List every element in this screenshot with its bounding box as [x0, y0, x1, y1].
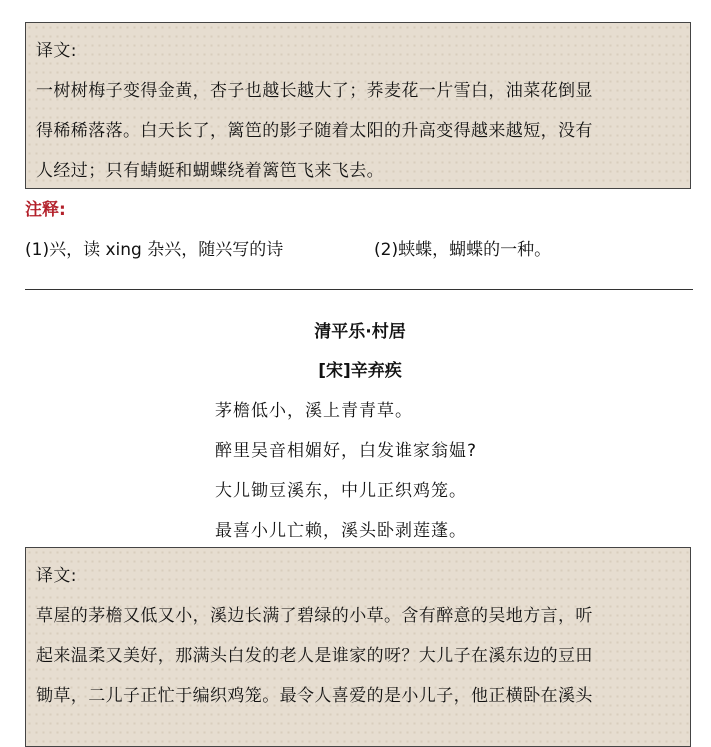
translation-label: 译文:	[36, 566, 77, 586]
translation-line: 得稀稀落落。白天长了，篱笆的影子随着太阳的升高变得越来越短，没有	[36, 121, 593, 141]
note-1: (1)兴，读 xing 杂兴，随兴写的诗	[25, 240, 284, 260]
poem-title: 清平乐·村居	[314, 322, 406, 342]
translation-line: 人经过；只有蜻蜓和蝴蝶绕着篱笆飞来飞去。	[36, 161, 384, 181]
translation-label: 译文:	[36, 41, 77, 61]
divider	[25, 289, 693, 290]
translation-box-2	[25, 547, 691, 747]
poem-line: 醉里吴音相媚好，白发谁家翁媪?	[215, 441, 478, 461]
poem-line: 最喜小儿亡赖，溪头卧剥莲蓬。	[215, 521, 467, 541]
translation-line: 草屋的茅檐又低又小，溪边长满了碧绿的小草。含有醉意的吴地方言，听	[36, 606, 593, 626]
poem-author: [宋]辛弃疾	[318, 361, 402, 381]
notes-heading: 注释:	[25, 200, 66, 220]
translation-line: 一树树梅子变得金黄，杏子也越长越大了；荞麦花一片雪白，油菜花倒显	[36, 81, 593, 101]
poem-line: 大儿锄豆溪东，中儿正织鸡笼。	[215, 481, 467, 501]
poem-line: 茅檐低小，溪上青青草。	[215, 401, 413, 421]
translation-box-1	[25, 22, 691, 189]
note-2: (2)蛱蝶，蝴蝶的一种。	[374, 240, 552, 260]
translation-line: 起来温柔又美好，那满头白发的老人是谁家的呀？大儿子在溪东边的豆田	[36, 646, 593, 666]
translation-line: 锄草，二儿子正忙于编织鸡笼。最令人喜爱的是小儿子，他正横卧在溪头	[36, 686, 593, 706]
